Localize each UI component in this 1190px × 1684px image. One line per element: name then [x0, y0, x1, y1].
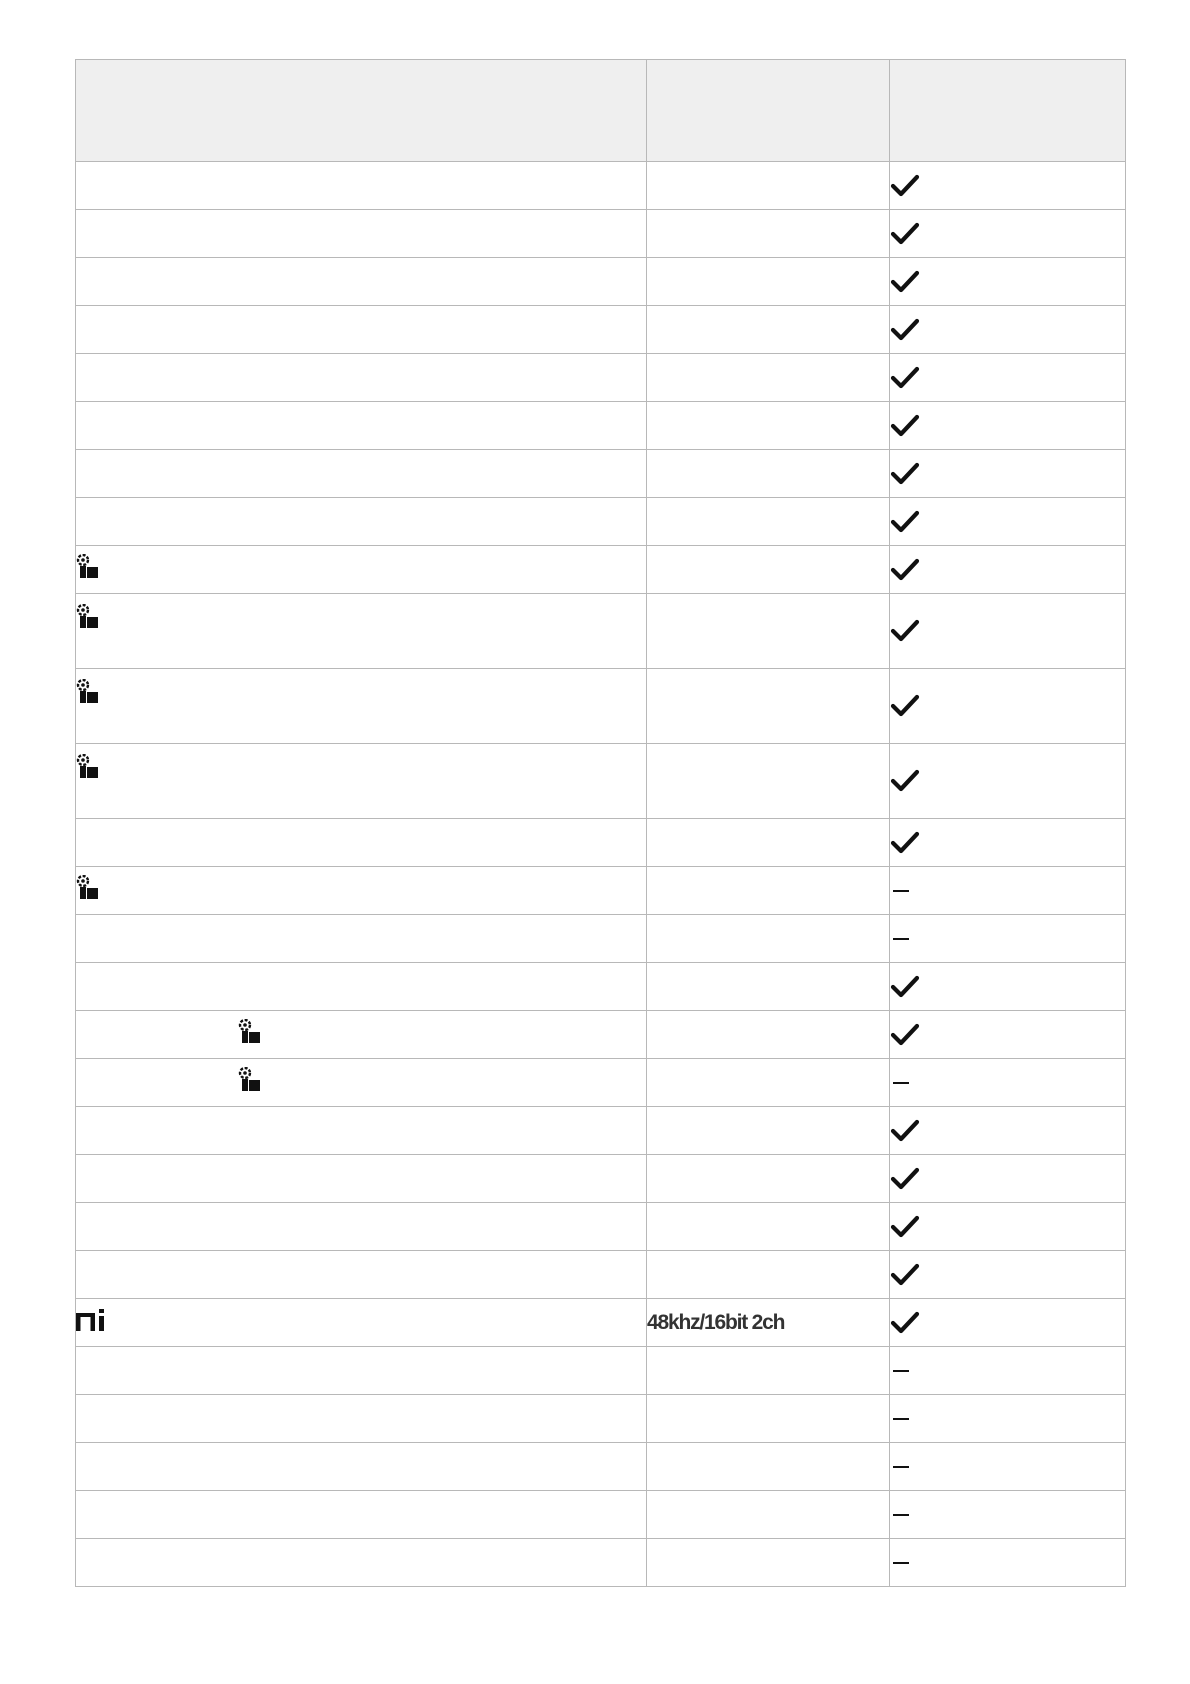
row-value-cell [647, 354, 890, 402]
row-feature-cell [76, 1155, 647, 1203]
row-feature-cell [76, 1539, 647, 1587]
row-value-cell [647, 1107, 890, 1155]
row-support-cell [890, 306, 1126, 354]
table-row [76, 963, 1126, 1011]
table-row [76, 258, 1126, 306]
header-col-2 [647, 60, 890, 162]
row-feature-cell [76, 819, 647, 867]
row-support-cell [890, 1107, 1126, 1155]
table-row [76, 546, 1126, 594]
row-feature-cell [76, 1491, 647, 1539]
row-value-cell [647, 744, 890, 819]
row-support-cell [890, 1011, 1126, 1059]
row-value-cell [647, 867, 890, 915]
table-header [76, 60, 1126, 162]
row-feature-cell [76, 1059, 647, 1107]
row-feature-cell [76, 1251, 647, 1299]
row-support-cell [890, 963, 1126, 1011]
row-value-cell [647, 1539, 890, 1587]
row-value-cell [647, 1443, 890, 1491]
row-feature-cell [76, 867, 647, 915]
row-support-cell [890, 669, 1126, 744]
row-support-cell [890, 744, 1126, 819]
person-lock-icon [76, 875, 100, 906]
row-support-cell [890, 1155, 1126, 1203]
check-icon [890, 557, 1125, 583]
feature-table [75, 59, 1126, 1587]
row-feature-cell [76, 1011, 647, 1059]
row-feature-cell [76, 402, 647, 450]
table-row [76, 915, 1126, 963]
row-value-cell [647, 1155, 890, 1203]
dash-icon [893, 890, 909, 892]
row-value-cell [647, 162, 890, 210]
check-icon [890, 974, 1125, 1000]
person-lock-icon [238, 1019, 262, 1050]
dash-icon [893, 938, 909, 940]
row-feature-cell [76, 258, 647, 306]
table-row [76, 1059, 1126, 1107]
table-row [76, 162, 1126, 210]
check-icon [890, 1022, 1125, 1048]
check-icon [890, 1262, 1125, 1288]
row-feature-cell [76, 1107, 647, 1155]
row-support-cell [890, 819, 1126, 867]
check-icon [890, 1166, 1125, 1192]
table-row [76, 1299, 1126, 1347]
table-row [76, 498, 1126, 546]
row-value-cell [647, 915, 890, 963]
row-value-cell [647, 1251, 890, 1299]
row-feature-cell [76, 162, 647, 210]
row-feature-cell [76, 915, 647, 963]
row-feature-cell [76, 498, 647, 546]
row-feature-cell [76, 1347, 647, 1395]
check-icon [890, 618, 1125, 644]
table-row [76, 1251, 1126, 1299]
row-support-cell [890, 354, 1126, 402]
row-feature-cell [76, 306, 647, 354]
check-icon [890, 269, 1125, 295]
table-row [76, 1011, 1126, 1059]
row-feature-cell [76, 594, 647, 669]
dash-icon [893, 1082, 909, 1084]
dash-icon [893, 1418, 909, 1420]
check-icon [890, 768, 1125, 794]
table-row [76, 1347, 1126, 1395]
row-value-cell [647, 1491, 890, 1539]
dash-icon [893, 1562, 909, 1564]
table-row [76, 819, 1126, 867]
row-support-cell [890, 915, 1126, 963]
audio-ni-icon [76, 1309, 106, 1336]
row-value-cell [647, 210, 890, 258]
table-row [76, 594, 1126, 669]
table-row [76, 669, 1126, 744]
person-lock-icon [76, 754, 100, 785]
row-support-cell [890, 1299, 1126, 1347]
table-row [76, 744, 1126, 819]
row-value-cell [647, 1059, 890, 1107]
row-value-cell [647, 963, 890, 1011]
row-feature-cell [76, 450, 647, 498]
table-row [76, 867, 1126, 915]
row-support-cell [890, 1347, 1126, 1395]
row-support-cell [890, 1251, 1126, 1299]
row-value-cell [647, 1395, 890, 1443]
row-feature-cell [76, 963, 647, 1011]
check-icon [890, 173, 1125, 199]
check-icon [890, 461, 1125, 487]
row-value-cell: 48khz/16bit 2ch [647, 1299, 890, 1347]
row-value-cell [647, 546, 890, 594]
table-row [76, 354, 1126, 402]
row-feature-cell [76, 1443, 647, 1491]
row-support-cell [890, 1443, 1126, 1491]
check-icon [890, 830, 1125, 856]
person-lock-icon [76, 604, 100, 635]
check-icon [890, 413, 1125, 439]
row-support-cell [890, 1395, 1126, 1443]
row-support-cell [890, 1539, 1126, 1587]
row-feature-cell [76, 1203, 647, 1251]
row-value-cell [647, 498, 890, 546]
table-row [76, 402, 1126, 450]
check-icon [890, 693, 1125, 719]
table-row [76, 1539, 1126, 1587]
table-row [76, 210, 1126, 258]
row-feature-cell [76, 1395, 647, 1443]
row-value-cell [647, 306, 890, 354]
header-col-1 [76, 60, 647, 162]
row-support-cell [890, 594, 1126, 669]
row-support-cell [890, 402, 1126, 450]
row-feature-cell [76, 1299, 647, 1347]
table-row [76, 1443, 1126, 1491]
row-support-cell [890, 1203, 1126, 1251]
row-feature-cell [76, 669, 647, 744]
table-row [76, 306, 1126, 354]
row-value-cell [647, 1203, 890, 1251]
row-support-cell [890, 450, 1126, 498]
person-lock-icon [76, 679, 100, 710]
row-feature-cell [76, 744, 647, 819]
row-support-cell [890, 162, 1126, 210]
table-row [76, 1203, 1126, 1251]
check-icon [890, 509, 1125, 535]
row-support-cell [890, 498, 1126, 546]
check-icon [890, 1214, 1125, 1240]
row-support-cell [890, 1491, 1126, 1539]
row-feature-cell [76, 354, 647, 402]
row-support-cell [890, 258, 1126, 306]
header-row [76, 60, 1126, 162]
table-row [76, 450, 1126, 498]
dash-icon [893, 1370, 909, 1372]
row-support-cell [890, 210, 1126, 258]
row-value-cell [647, 1347, 890, 1395]
header-col-3 [890, 60, 1126, 162]
table-row [76, 1107, 1126, 1155]
row-value-cell [647, 258, 890, 306]
row-value-cell [647, 819, 890, 867]
table-row [76, 1155, 1126, 1203]
row-value-cell [647, 669, 890, 744]
check-icon [890, 317, 1125, 343]
row-support-cell [890, 867, 1126, 915]
check-icon [890, 1118, 1125, 1144]
table-row [76, 1491, 1126, 1539]
check-icon [890, 1310, 1125, 1336]
row-feature-cell [76, 210, 647, 258]
row-value-cell [647, 450, 890, 498]
row-value-cell [647, 402, 890, 450]
row-support-cell [890, 1059, 1126, 1107]
table-body [76, 162, 1126, 1587]
row-feature-cell [76, 546, 647, 594]
row-value-cell [647, 1011, 890, 1059]
check-icon [890, 365, 1125, 391]
check-icon [890, 221, 1125, 247]
dash-icon [893, 1514, 909, 1516]
row-support-cell [890, 546, 1126, 594]
row-value-cell [647, 594, 890, 669]
table-row [76, 1395, 1126, 1443]
person-lock-icon [76, 554, 100, 585]
dash-icon [893, 1466, 909, 1468]
person-lock-icon [238, 1067, 262, 1098]
